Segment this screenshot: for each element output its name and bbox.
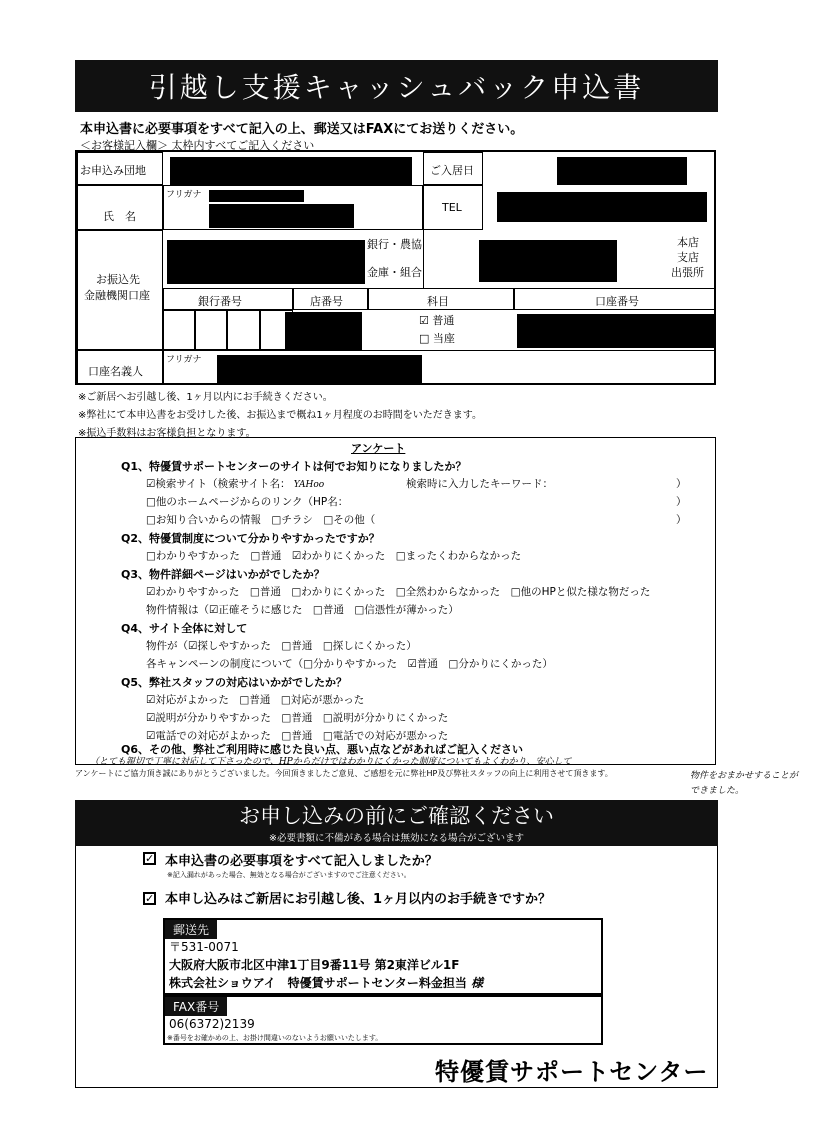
survey-heading: アンケート: [351, 442, 406, 455]
q1: Q1、特優賃サポートセンターのサイトは何でお知りになりましたか？: [121, 460, 467, 473]
tel-label-cell: [423, 185, 483, 230]
bank-label-cell: [77, 230, 163, 350]
q6: Q6、その他、弊社ご利用時に感じた良い点、悪い点などがあればご記入ください: [121, 743, 524, 756]
address-label: お申込み団地: [80, 164, 146, 177]
form-title: 引越し支援キャッシュバック申込書: [75, 60, 718, 112]
touza-option[interactable]: □ 当座: [419, 332, 455, 345]
q4-options-2: 各キャンペーンの制度について（□分かりやすかった ☑普通 □分かりにくかった）: [146, 658, 553, 670]
confirm-checkbox-1[interactable]: ✓: [145, 852, 155, 865]
mail-tag: 郵送先: [165, 920, 217, 939]
company-name: [169, 974, 483, 991]
q3-options: ☑わかりやすかった □普通 □わかりにくかった □全然わからなかった □他のHPと似た様な物だった: [146, 586, 651, 598]
branch-no-label: 店番号: [310, 295, 343, 308]
redacted-furigana: [209, 190, 304, 202]
note-1: ※ご新居へお引越し後、1ヶ月以内にお手続きください。: [78, 392, 333, 403]
confirm-subheading: ※必要書類に不備がある場合は無効になる場合がございます: [75, 830, 718, 846]
q1-option-link: □他のホームページからのリンク（HP名：: [146, 496, 349, 508]
bank-types-1: 銀行・農協: [367, 238, 422, 251]
tel-label: TEL: [442, 201, 462, 214]
q6-handwritten-2: 物件をおまかせすることが: [690, 771, 799, 781]
q3-options-2: 物件情報は（☑正確そうに感じた □普通 □信憑性が薄かった）: [146, 604, 459, 616]
q4-options: 物件が（☑探しやすかった □普通 □探しにくかった）: [146, 640, 417, 652]
fax-number: 06(6372)2139: [169, 1017, 255, 1031]
redacted-address: [170, 157, 412, 185]
q1-option-search: [146, 476, 324, 491]
q6-handwritten-1: （とても親切で丁寧に対応して下さったので、HPからだけではわかりにくかった制度についてもよくわかり、安心して: [90, 757, 572, 767]
q5-options-3: ☑電話での対応がよかった □普通 □電話での対応が悪かった: [146, 730, 449, 742]
q1-close-paren-2: ）: [676, 496, 687, 508]
confirm-item-1-note: ※記入漏れがあった場合、無効となる場合がございますのでご注意ください。: [167, 871, 411, 879]
bank-no-digit[interactable]: [163, 310, 195, 350]
name-label-cell: [77, 185, 163, 230]
futsu-option[interactable]: ☑ 普通: [419, 314, 455, 327]
confirm-item-1: 本申込書の必要事項をすべて記入しましたか？: [165, 854, 438, 869]
q5: Q5、弊社スタッフの対応はいかがでしたか？: [121, 676, 348, 689]
account-type-header: [368, 288, 514, 310]
account-no-label: 口座番号: [595, 295, 639, 308]
redacted-movein: [557, 157, 687, 185]
q2-options: □わかりやすかった □普通 ☑わかりにくかった □まったくわからなかった: [146, 550, 522, 562]
q5-options-2: ☑説明が分かりやすかった □普通 □説明が分かりにくかった: [146, 712, 449, 724]
q1-option-other: □お知り合いからの情報 □チラシ □その他（: [146, 514, 376, 526]
bank-no-digit[interactable]: [195, 310, 227, 350]
q2: Q2、特優賃制度について分かりやすかったですか？: [121, 532, 380, 545]
bank-no-label: 銀行番号: [198, 295, 242, 308]
q1-close-paren-1: ）: [676, 478, 687, 490]
note-2: ※弊社にて本申込書をお受けした後、お振込まで概ね1ヶ月程度のお時間をいただきます。: [78, 410, 482, 421]
q1-option-search-text: ☑検索サイト（検索サイト名：: [146, 478, 291, 490]
confirm-checkbox-2[interactable]: ✓: [145, 892, 155, 905]
survey-thanks: アンケートにご協力頂き誠にありがとうございました。今回頂きましたご意見、ご感想を元に弊社HP及び弊社スタッフの向上に利用させて頂きます。: [75, 769, 613, 778]
bank-label-1: お振込先: [96, 273, 140, 286]
bank-label-2: 金融機関口座: [84, 289, 150, 302]
futsu-label: 普通: [432, 314, 455, 327]
postal-code: 〒531-0071: [169, 940, 239, 954]
furigana-label: フリガナ: [166, 190, 202, 200]
q1-close-paren-3: ）: [676, 514, 687, 526]
branch-type-2: 支店: [677, 251, 699, 264]
movein-label-cell: [423, 152, 483, 185]
footer-center-name: 特優賃サポートセンター: [435, 1058, 709, 1086]
redacted-branch-no: [285, 312, 362, 350]
holder-label: 口座名義人: [88, 365, 143, 378]
q1-keyword-label: 検索時に入力したキーワード：: [406, 478, 553, 490]
holder-furigana-label: フリガナ: [166, 355, 202, 365]
q5-options: ☑対応がよかった □普通 □対応が悪かった: [146, 694, 365, 706]
application-form: [75, 150, 716, 385]
fax-note: ※番号をお確かめの上、お掛け間違いのないようお願いいたします。: [167, 1034, 383, 1042]
movein-label: ご入居日: [430, 164, 474, 177]
branch-type-3: 出張所: [671, 266, 704, 279]
redacted-account-no: [517, 314, 714, 348]
confirm-item-2: 本申し込みはご新居にお引越し後、1ヶ月以内のお手続きですか？: [165, 892, 552, 907]
branch-type-1: 本店: [677, 236, 699, 249]
branch-no-header: [293, 288, 368, 310]
q3: Q3、物件詳細ページはいかがでしたか？: [121, 568, 325, 581]
holder-label-cell: [77, 350, 163, 385]
mail-address-box: [163, 918, 603, 995]
redacted-holder: [217, 355, 422, 383]
redacted-tel: [497, 192, 707, 222]
address-label-cell: [77, 152, 163, 185]
note-3: ※振込手数料はお客様負担となります。: [78, 428, 256, 439]
name-label: 氏 名: [103, 210, 136, 223]
q4: Q4、サイト全体に対して: [121, 622, 248, 635]
bank-no-digit[interactable]: [227, 310, 260, 350]
q6-handwritten-3: できました。: [690, 786, 745, 796]
redacted-name: [209, 204, 354, 228]
q1-search-site-handwritten: YAHoo: [293, 480, 325, 490]
mail-address: 大阪府大阪市北区中津1丁目9番11号 第2東洋ビル1F: [169, 958, 460, 972]
customer-section-label: ＜お客様記入欄＞ 太枠内すべてご記入ください: [80, 139, 315, 152]
fax-tag: FAX番号: [165, 997, 227, 1016]
redacted-bank-name: [167, 240, 365, 284]
redacted-branch: [479, 240, 617, 282]
survey-box: [75, 437, 716, 765]
sama-handwritten: 様: [471, 976, 484, 990]
bank-no-header: [163, 288, 293, 310]
account-no-header: [514, 288, 716, 310]
bank-types-2: 金庫・組合: [367, 266, 422, 279]
intro-text: 本申込書に必要事項をすべて記入の上、郵送又はFAXにてお送りください。: [80, 122, 524, 137]
account-type-label: 科目: [427, 295, 449, 308]
confirm-heading: お申し込みの前にご確認ください: [75, 800, 718, 830]
fax-box: [163, 995, 603, 1045]
touza-label: 当座: [432, 332, 455, 345]
company-name-text: 株式会社ショウアイ 特優賃サポートセンター料金担当: [169, 976, 467, 990]
